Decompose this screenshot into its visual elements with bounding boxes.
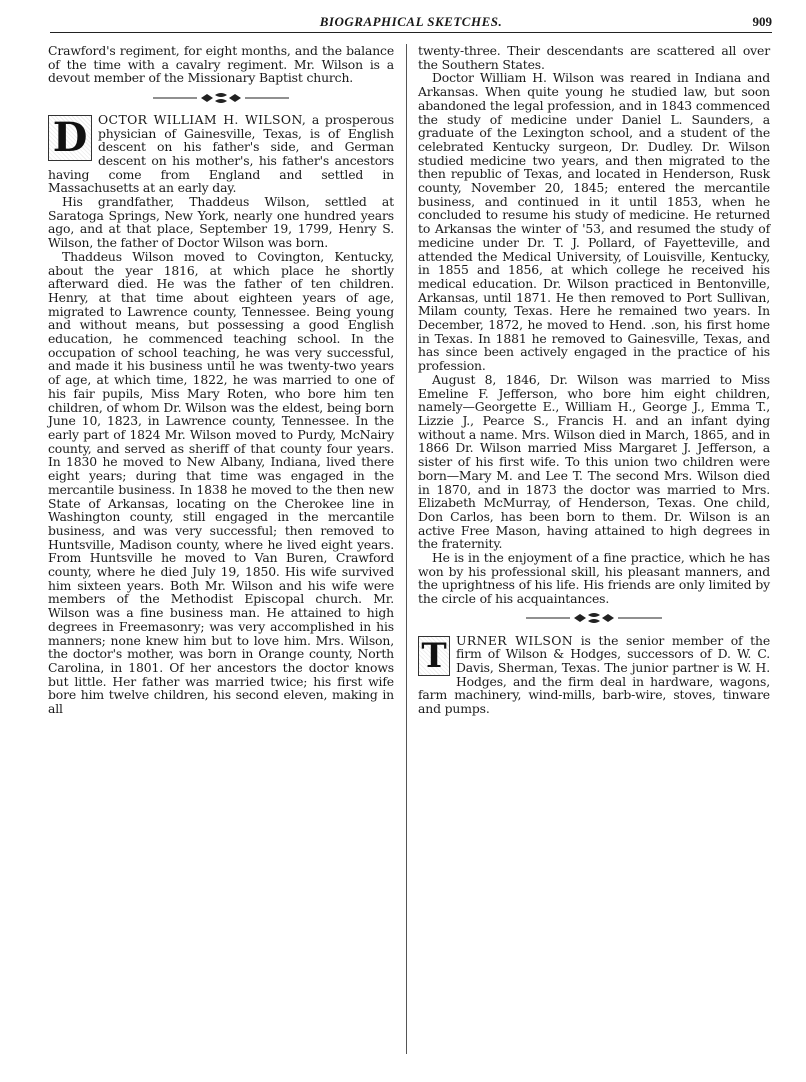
column-rule (406, 44, 407, 1054)
page-number: 909 (752, 14, 772, 29)
career-paragraph: Doctor William H. Wilson was reared in Indiana and Arkansas. When quite young he studied law, but soon abandoned the legal profession, and in 1843 commenced the study of medicine under Daniel L. Saunders, a graduate of the Lexington school, and a student of the celebrated Kentucky surgeon, Dr. Dudley. Dr. Wilson studied medicine two years, and then migrated to the then republic of Texas, and located in Henderson, Rusk county, November 20, 1845; entered the mercantile business, and continued in it until 1853, when he concluded to resume his study of medicine. He returned to Arkansas the winter of '53, and resumed the study of medicine under Dr. T. J. Pollard, of Fayetteville, and attended the Medical University, of Louisville, Kentucky, in 1855 and 1856, at which college he received his medical education. Dr. Wilson practiced in Bentonville, Arkansas, until 1871. He then removed to Port Sullivan, Milam county, Texas. Here he remained two years. In December, 1872, he moved to Hend. .son, his first home in Texas. In 1881 he removed to Gainesville, Texas, and has since been actively engaged in the practice of his profession. (418, 70, 770, 374)
grandfather-paragraph: His grandfather, Thaddeus Wilson, settled at Saratoga Springs, New York, nearly one hundred years ago, and at that place, September 19, 1799, Henry S. Wilson, the father of Doctor Wilson was born. (48, 194, 394, 251)
right-column (418, 44, 770, 716)
wilson-heading: OCTOR WILLIAM H. WILSON, (98, 111, 307, 127)
turner-lead-paragraph (418, 634, 770, 716)
running-title: BIOGRAPHICAL SKETCHES. (319, 14, 503, 29)
continued-paragraph: twenty-three. Their descendants are scattered all over the Southern States. (418, 43, 770, 72)
drop-cap-letter-d: D (48, 115, 92, 161)
wilson-lead-text: a prosperous physician of Gainesville, Texas, is of English descent on his father's side, and German descent on his mother's, his father's ancestors having come from England and settled in Massachusetts at an early day. (48, 111, 394, 196)
left-column (48, 44, 394, 716)
turner-heading: URNER WILSON (456, 632, 574, 648)
section-divider-ornament (48, 91, 394, 105)
practice-paragraph: He is in the enjoyment of a fine practice, which he has won by his professional skill, his pleasant manners, and the uprightness of his life. His friends are only limited by the circle of his acquaintances. (418, 550, 770, 607)
page-header (50, 12, 772, 33)
drop-cap-letter-t: T (418, 636, 450, 676)
intro-paragraph: Crawford's regiment, for eight months, and the balance of the time with a cavalry regiment. Mr. Wilson is a devout member of the Missionary Baptist church. (48, 43, 394, 86)
section-divider-ornament-2 (418, 612, 770, 626)
wilson-lead-paragraph (48, 113, 394, 195)
thaddeus-paragraph: Thaddeus Wilson moved to Covington, Kentucky, about the year 1816, at which place he shortly afterward died. He was the father of ten children. Henry, at that time about eighteen years of age, migrated to Lawrence county, Tennessee. Being young and without means, but possessing a good English education, he commenced teaching school. In the occupation of school teaching, he was very successful, and made it his business until he was twenty-two years of age, at which time, 1822, he was married to one of his fair pupils, Miss Mary Roten, who bore him ten children, of whom Dr. Wilson was the eldest, being born June 10, 1823, in Lawrence county, Tennessee. In the early part of 1824 Mr. Wilson moved to Purdy, McNairy county, and served as sheriff of that county four years. In 1830 he moved to New Albany, Indiana, lived there eight years; during that time was engaged in the mercantile business. In 1838 he moved to the then new State of Arkansas, locating on the Cherokee line in Washington county, still engaged in the mercantile business, and was very successful; then removed to Huntsville, Madison county, where he lived eight years. From Huntsville he moved to Van Buren, Crawford county, where he died July 19, 1850. His wife survived him sixteen years. Both Mr. Wilson and his wife were members of the Methodist Episcopal church. Mr. Wilson was a fine business man. He attained to high degrees in Freemasonry; was very accomplished in his manners; none knew him but to love him. Mrs. Wilson, the doctor's mother, was born in Orange county, North Carolina, in 1801. Of her ancestors the doctor knows but little. Her father was married twice; his first wife bore him twelve children, his second eleven, making in all (48, 248, 394, 717)
turner-lead-text: is the senior member of the firm of Wilson & Hodges, successors of D. W. C. Davis, Sherman, Texas. The junior partner is W. H. Hodges, and the firm deal in hardware, wagons, farm machinery, wind-mills, barb-wire, stoves, tinware and pumps. (418, 632, 771, 717)
divider-ornament-icon-2 (524, 612, 664, 624)
divider-ornament-icon (151, 92, 291, 104)
marriage-paragraph: August 8, 1846, Dr. Wilson was married to Miss Emeline F. Jefferson, who bore him eight children, namely—Georgette E., William H., George J., Emma T., Lizzie J., Pearce S., Francis H. and an infant dying without a name. Mrs. Wilson died in March, 1865, and in 1866 Dr. Wilson married Miss Margaret J. Jefferson, a sister of his first wife. To this union two children were born—Mary M. and Lee T. The second Mrs. Wilson died in 1870, and in 1873 the doctor was married to Mrs. Elizabeth McMurray, of Henderson, Texas. One child, Don Carlos, has been born to them. Dr. Wilson is an active Free Mason, having attained to high degrees in the fraternity. (418, 371, 770, 552)
